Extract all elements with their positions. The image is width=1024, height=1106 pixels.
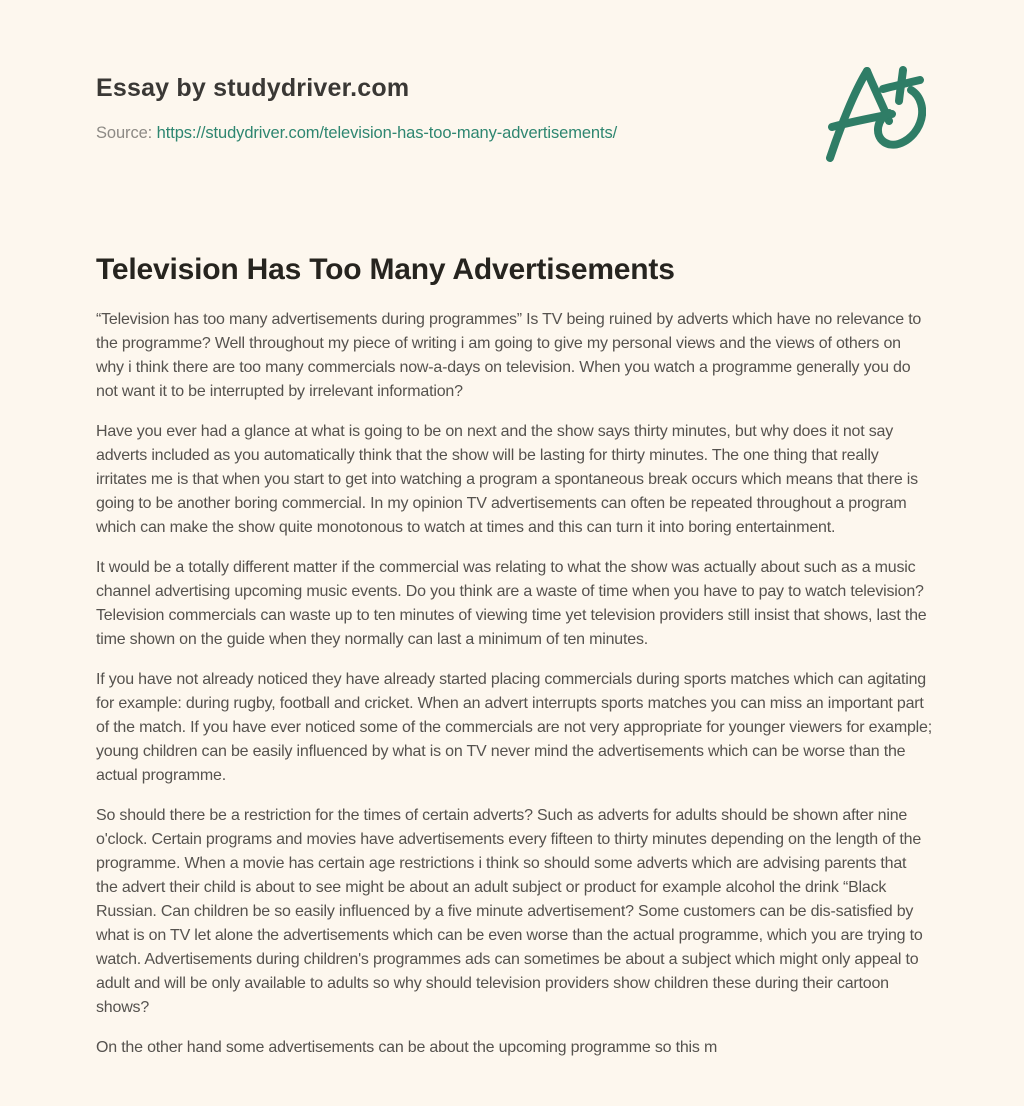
content-column	[96, 74, 932, 1076]
essay-paragraph: “Television has too many advertisements during programmes” Is TV being ruined by adverts which have no relevance to the programme? Well throughout my piece of writing i am going to give my personal views and the views of others on why i think there are too many commercials now-a-days on television. When you watch a programme generally you do not want it to be interrupted by irrelevant information?	[96, 311, 922, 400]
essay-paragraph: If you have not already noticed they have already started placing commercials during sports matches which can agitating for example: during rugby, football and cricket. When an advert interrupts sports matches you can miss an important part of the match. If you have ever noticed some of the commercials are not very appropriate for younger viewers for example; young children can be easily influenced by what is on TV never mind the advertisements which can be worse than the actual programme.	[96, 671, 932, 784]
article-title: Television Has Too Many Advertisements	[96, 253, 675, 286]
essay-body	[96, 308, 932, 1060]
source-row	[96, 124, 932, 143]
source-label: Source:	[96, 124, 153, 142]
site-heading: Essay by studydriver.com	[96, 74, 410, 102]
essay-paragraph: It would be a totally different matter if the commercial was relating to what the show was actually about such as a music channel advertising upcoming music events. Do you think are a waste of time when you have to pay to watch television? Television commercials can waste up to ten minutes of viewing time yet television providers still insist that shows, last the time shown on the guide when they normally can last a minimum of ten minutes.	[96, 559, 927, 648]
essay-paragraph: So should there be a restriction for the times of certain adverts? Such as adverts for adults should be shown after nine o'clock. Certain programs and movies have advertisements every fifteen to thirty minutes depending on the length of the programme. When a movie has certain age restrictions i think so should some adverts which are advising parents that the advert their child is about to see might be about an adult subject or product for example alcohol the drink “Black Russian. Can children be so easily influenced by a five minute advertisement? Some customers can be dis-satisfied by what is on TV let alone the advertisements which can be even worse than the actual programme, which you are trying to watch. Advertisements during children's programmes ads can sometimes be about a subject which might only appeal to adult and will be only available to adults so why should television providers show children these during their cartoon shows?	[96, 807, 923, 1016]
source-link[interactable]: https://studydriver.com/television-has-too-many-advertisements/	[156, 124, 618, 142]
essay-paragraph: Have you ever had a glance at what is going to be on next and the show says thirty minutes, but why does it not say adverts included as you automatically think that the show will be lasting for thirty minutes. The one thing that really irritates me is that when you start to get into watching a program a spontaneous break occurs which means that there is going to be another boring commercial. In my opinion TV advertisements can often be repeated throughout a program which can make the show quite monotonous to watch at times and this can turn it into boring entertainment.	[96, 423, 918, 536]
essay-paragraph: On the other hand some advertisements can be about the upcoming programme so this m	[96, 1039, 718, 1056]
